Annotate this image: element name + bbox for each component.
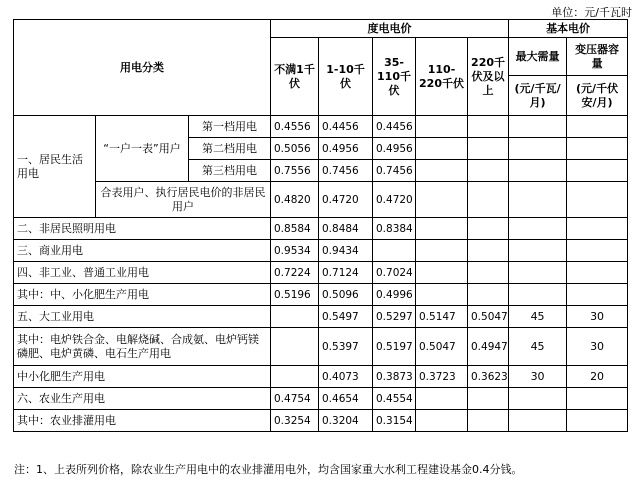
cell [271,328,319,366]
cell: 20 [567,366,628,388]
cell [509,262,567,284]
header-max-demand: 最大需量 [509,38,567,76]
cell: 0.8384 [373,218,416,240]
cell [416,388,468,410]
row-label: 其中：农业排灌用电 [14,410,271,432]
cell: 0.5297 [373,306,416,328]
header-basic-price: 基本电价 [509,20,628,38]
cell: 0.4947 [468,328,509,366]
electricity-price-table [13,19,628,432]
cell: 0.7456 [373,160,416,182]
cell: 0.7024 [373,262,416,284]
header-transformer-capacity: 变压器容量 [567,38,628,76]
tier2-label: 第二档用电 [189,138,271,160]
table-row [14,240,628,262]
cell: 0.4654 [319,388,373,410]
cell [468,240,509,262]
cell [509,240,567,262]
cell [509,410,567,432]
cell: 0.4073 [319,366,373,388]
cell [468,218,509,240]
cell [509,218,567,240]
unit-label: 单位：元/千瓦时 [551,6,632,19]
cell [468,284,509,306]
header-voltage-35-110kv: 35-110千伏 [373,38,416,116]
row-label: 五、大工业用电 [14,306,271,328]
cell [416,284,468,306]
cell: 30 [567,306,628,328]
table-row [14,388,628,410]
cell [567,218,628,240]
cell: 0.5147 [416,306,468,328]
cell: 0.9434 [319,240,373,262]
cell [509,388,567,410]
table-row [14,366,628,388]
cell: 0.5197 [373,328,416,366]
cell: 0.8484 [319,218,373,240]
cell: 0.4956 [373,138,416,160]
cell: 0.5397 [319,328,373,366]
cell: 0.9534 [271,240,319,262]
cell [416,218,468,240]
residential-label: 一、居民生活用电 [14,116,96,218]
header-max-demand-unit: (元/千瓦/月) [509,76,567,116]
cell [271,306,319,328]
cell: 0.5497 [319,306,373,328]
cell [271,366,319,388]
row-label: 四、非工业、普通工业用电 [14,262,271,284]
row-label: 中小化肥生产用电 [14,366,271,388]
cell: 0.3723 [416,366,468,388]
header-transformer-unit: (元/千伏安/月) [567,76,628,116]
row-label: 二、非居民照明用电 [14,218,271,240]
header-voltage-110-220kv: 110-220千伏 [416,38,468,116]
footnote: 注：1、上表所列价格，除农业生产用电中的农业排灌用电外，均含国家重大水利工程建设基金0.4分钱。 [14,463,523,476]
cell [416,240,468,262]
cell: 45 [509,328,567,366]
cell: 0.5096 [319,284,373,306]
table-row [14,116,628,138]
cell: 0.3623 [468,366,509,388]
table-row [14,262,628,284]
cell: 0.4720 [373,182,416,218]
cell [416,262,468,284]
cell: 0.4554 [373,388,416,410]
cell: 0.3204 [319,410,373,432]
header-voltage-220kv-plus: 220千伏及以上 [468,38,509,116]
cell: 0.3873 [373,366,416,388]
table-row [14,218,628,240]
cell: 0.5047 [468,306,509,328]
row-label: 三、商业用电 [14,240,271,262]
row-label: 其中：中、小化肥生产用电 [14,284,271,306]
table-row [14,306,628,328]
header-energy-price: 度电电价 [271,20,509,38]
cell: 0.7124 [319,262,373,284]
table-row [14,410,628,432]
cell: 0.4956 [319,138,373,160]
row-label: 六、农业生产用电 [14,388,271,410]
cell: 0.4456 [319,116,373,138]
tier3-label: 第三档用电 [189,160,271,182]
row-label: 其中：电炉铁合金、电解烧碱、合成氨、电炉钙镁磷肥、电炉黄磷、电石生产用电 [14,328,271,366]
cell: 0.4720 [319,182,373,218]
tier1-label: 第一档用电 [189,116,271,138]
cell: 0.4556 [271,116,319,138]
cell [509,284,567,306]
header-voltage-1-10kv: 1-10千伏 [319,38,373,116]
cell: 0.4456 [373,116,416,138]
cell [567,410,628,432]
cell: 0.4996 [373,284,416,306]
cell: 45 [509,306,567,328]
cell: 0.4754 [271,388,319,410]
cell: 0.5047 [416,328,468,366]
cell: 0.7224 [271,262,319,284]
cell [567,262,628,284]
cell: 0.7556 [271,160,319,182]
header-voltage-under-1kv: 不满1千伏 [271,38,319,116]
cell: 30 [567,328,628,366]
table-row [14,328,628,366]
one-meter-user-label: “一户一表”用户 [96,116,189,182]
cell [567,388,628,410]
header-category: 用电分类 [14,20,271,116]
cell [416,410,468,432]
cell [468,388,509,410]
cell: 0.5056 [271,138,319,160]
cell [468,410,509,432]
table-row [14,284,628,306]
cell: 0.8584 [271,218,319,240]
table-row [14,182,628,218]
cell: 0.7456 [319,160,373,182]
cell [567,240,628,262]
cell [567,284,628,306]
cell: 0.5196 [271,284,319,306]
cell: 0.4820 [271,182,319,218]
cell: 0.3154 [373,410,416,432]
cell: 0.3254 [271,410,319,432]
combined-user-label: 合表用户、执行居民电价的非居民用户 [96,182,271,218]
cell [373,240,416,262]
cell: 30 [509,366,567,388]
cell [468,262,509,284]
